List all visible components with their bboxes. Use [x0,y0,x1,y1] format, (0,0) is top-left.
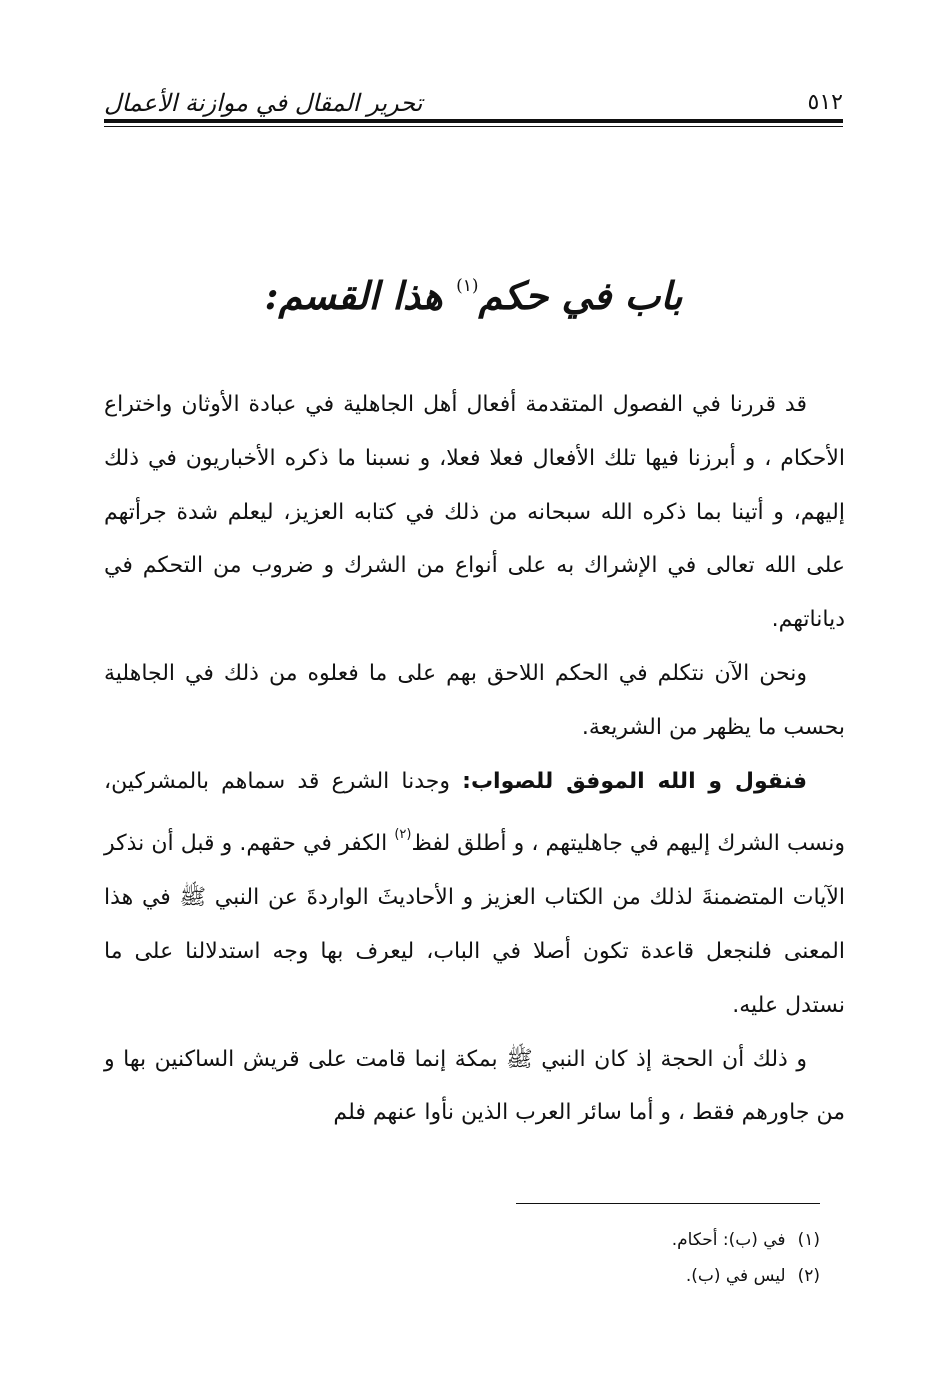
paragraph-3-part-1: وجدنا الشرع قد سماهم بالمشركين، ونسب الشرك إليهم في جاهليتهم ، و أطلق لفظ [104,768,845,857]
footnote-separator [516,1203,820,1204]
page-number: ٥١٢ [807,90,843,115]
chapter-title-end: هذا القسم: [264,273,443,318]
body-text [104,378,845,1140]
footnote-2 [104,1258,820,1294]
chapter-title-start: باب في حكم [478,273,683,318]
footnote-ref-2: (٢) [394,827,412,843]
footnote-number: (١) [797,1230,820,1250]
footnotes [104,1222,820,1294]
chapter-heading [104,258,843,324]
footnote-text: ليس في (ب). [685,1266,786,1286]
header-rule-thin [104,126,843,127]
paragraph-3-part-2: الكفر في حقهم. و قبل أن نذكر الآيات المتضمنةَ لذلك من الكتاب العزيز و الأحاديثَ الواردةَ عن النبي ﷺ في هذا المعنى فلنجعل قاعدة تكون أصلا في الباب، ليعرف بها وجه استدلالنا على ما نستدل عليه. [104,831,845,1018]
footnote-text: في (ب): أحكام. [671,1230,786,1250]
footnote-1 [104,1222,820,1258]
running-header [104,84,843,118]
paragraph-4: و ذلك أن الحجة إذ كان النبي ﷺ بمكة إنما قامت على قريش الساكنين بها و من جاورهم فقط ، و أما سائر العرب الذين نأوا عنهم فلم [104,1046,845,1126]
paragraph-3-lead: فنقول و الله الموفق للصواب: [462,768,807,794]
paragraph-1: قد قررنا في الفصول المتقدمة أفعال أهل الجاهلية في عبادة الأوثان واختراع الأحكام ، و أبرزنا فيها تلك الأفعال فعلا فعلا، و نسبنا ما ذكره الأخباريون في ذلك إليهم، و أتينا بما ذكره الله سبحانه من ذلك في كتابه العزيز، ليعلم شدة جرأتهم على الله تعالى في الإشراك به على أنواع من الشرك و ضروب من التحكم في دياناتهم. [104,392,845,633]
footnote-ref-1: (١) [456,276,479,296]
paragraph-3 [104,755,845,1033]
paragraph-2: ونحن الآن نتكلم في الحكم اللاحق بهم على ما فعلوه من ذلك في الجاهلية بحسب ما يظهر من الشريعة. [104,660,845,740]
running-title: تحرير المقال في موازنة الأعمال [104,89,423,117]
header-rule-thick [104,119,843,123]
footnote-number: (٢) [797,1266,820,1286]
